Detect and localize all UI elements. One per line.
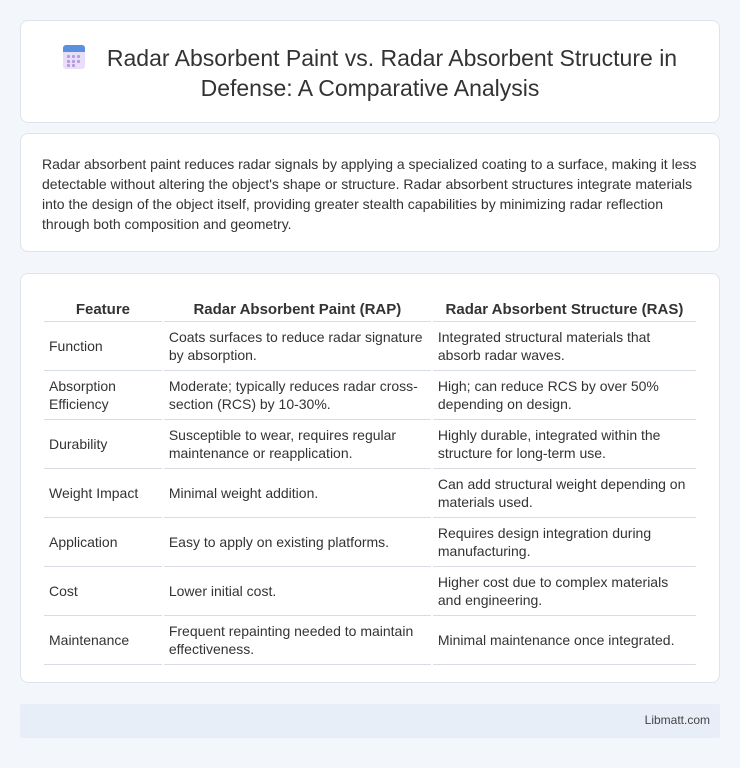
feature-cell: Application [44, 518, 162, 567]
page-title-wrap [21, 43, 719, 103]
table-row [44, 616, 696, 665]
ras-cell: Minimal maintenance once integrated. [433, 616, 696, 665]
comparison-table [42, 294, 698, 665]
table-row [44, 567, 696, 616]
page-title: Radar Absorbent Paint vs. Radar Absorbent Structure in Defense: A Comparative Analysis [106, 45, 678, 101]
feature-cell: Absorption Efficiency [44, 371, 162, 420]
intro-paragraph: Radar absorbent paint reduces radar signals by applying a specialized coating to a surface, making it less detectable without altering the object's shape or structure. Radar absorbent structures integrate materials into the design of the object itself, providing greater stealth capabilities by minimizing radar reflection through both composition and geometry. [42, 156, 697, 232]
intro-card [20, 133, 720, 252]
header-ras: Radar Absorbent Structure (RAS) [433, 294, 696, 322]
feature-cell: Weight Impact [44, 469, 162, 518]
table-row [44, 469, 696, 518]
ras-cell: Integrated structural materials that absorb radar waves. [433, 322, 696, 371]
table-row [44, 420, 696, 469]
feature-cell: Maintenance [44, 616, 162, 665]
ras-cell: Requires design integration during manufacturing. [433, 518, 696, 567]
ras-cell: Higher cost due to complex materials and engineering. [433, 567, 696, 616]
ras-cell: High; can reduce RCS by over 50% depending on design. [433, 371, 696, 420]
calendar-icon [63, 45, 85, 69]
rap-cell: Coats surfaces to reduce radar signature by absorption. [164, 322, 431, 371]
rap-cell: Moderate; typically reduces radar cross-section (RCS) by 10-30%. [164, 371, 431, 420]
rap-cell: Minimal weight addition. [164, 469, 431, 518]
footer-brand-link[interactable]: Libmatt.com [644, 713, 710, 727]
rap-cell: Easy to apply on existing platforms. [164, 518, 431, 567]
table-header-row [44, 294, 696, 322]
header-feature: Feature [44, 294, 162, 322]
header-rap: Radar Absorbent Paint (RAP) [164, 294, 431, 322]
feature-cell: Function [44, 322, 162, 371]
table-row [44, 518, 696, 567]
rap-cell: Lower initial cost. [164, 567, 431, 616]
ras-cell: Highly durable, integrated within the structure for long-term use. [433, 420, 696, 469]
feature-cell: Durability [44, 420, 162, 469]
table-row [44, 322, 696, 371]
comparison-card [20, 273, 720, 683]
rap-cell: Susceptible to wear, requires regular maintenance or reapplication. [164, 420, 431, 469]
title-card [20, 20, 720, 123]
ras-cell: Can add structural weight depending on materials used. [433, 469, 696, 518]
table-row [44, 371, 696, 420]
footer-bar [20, 704, 720, 738]
rap-cell: Frequent repainting needed to maintain effectiveness. [164, 616, 431, 665]
feature-cell: Cost [44, 567, 162, 616]
